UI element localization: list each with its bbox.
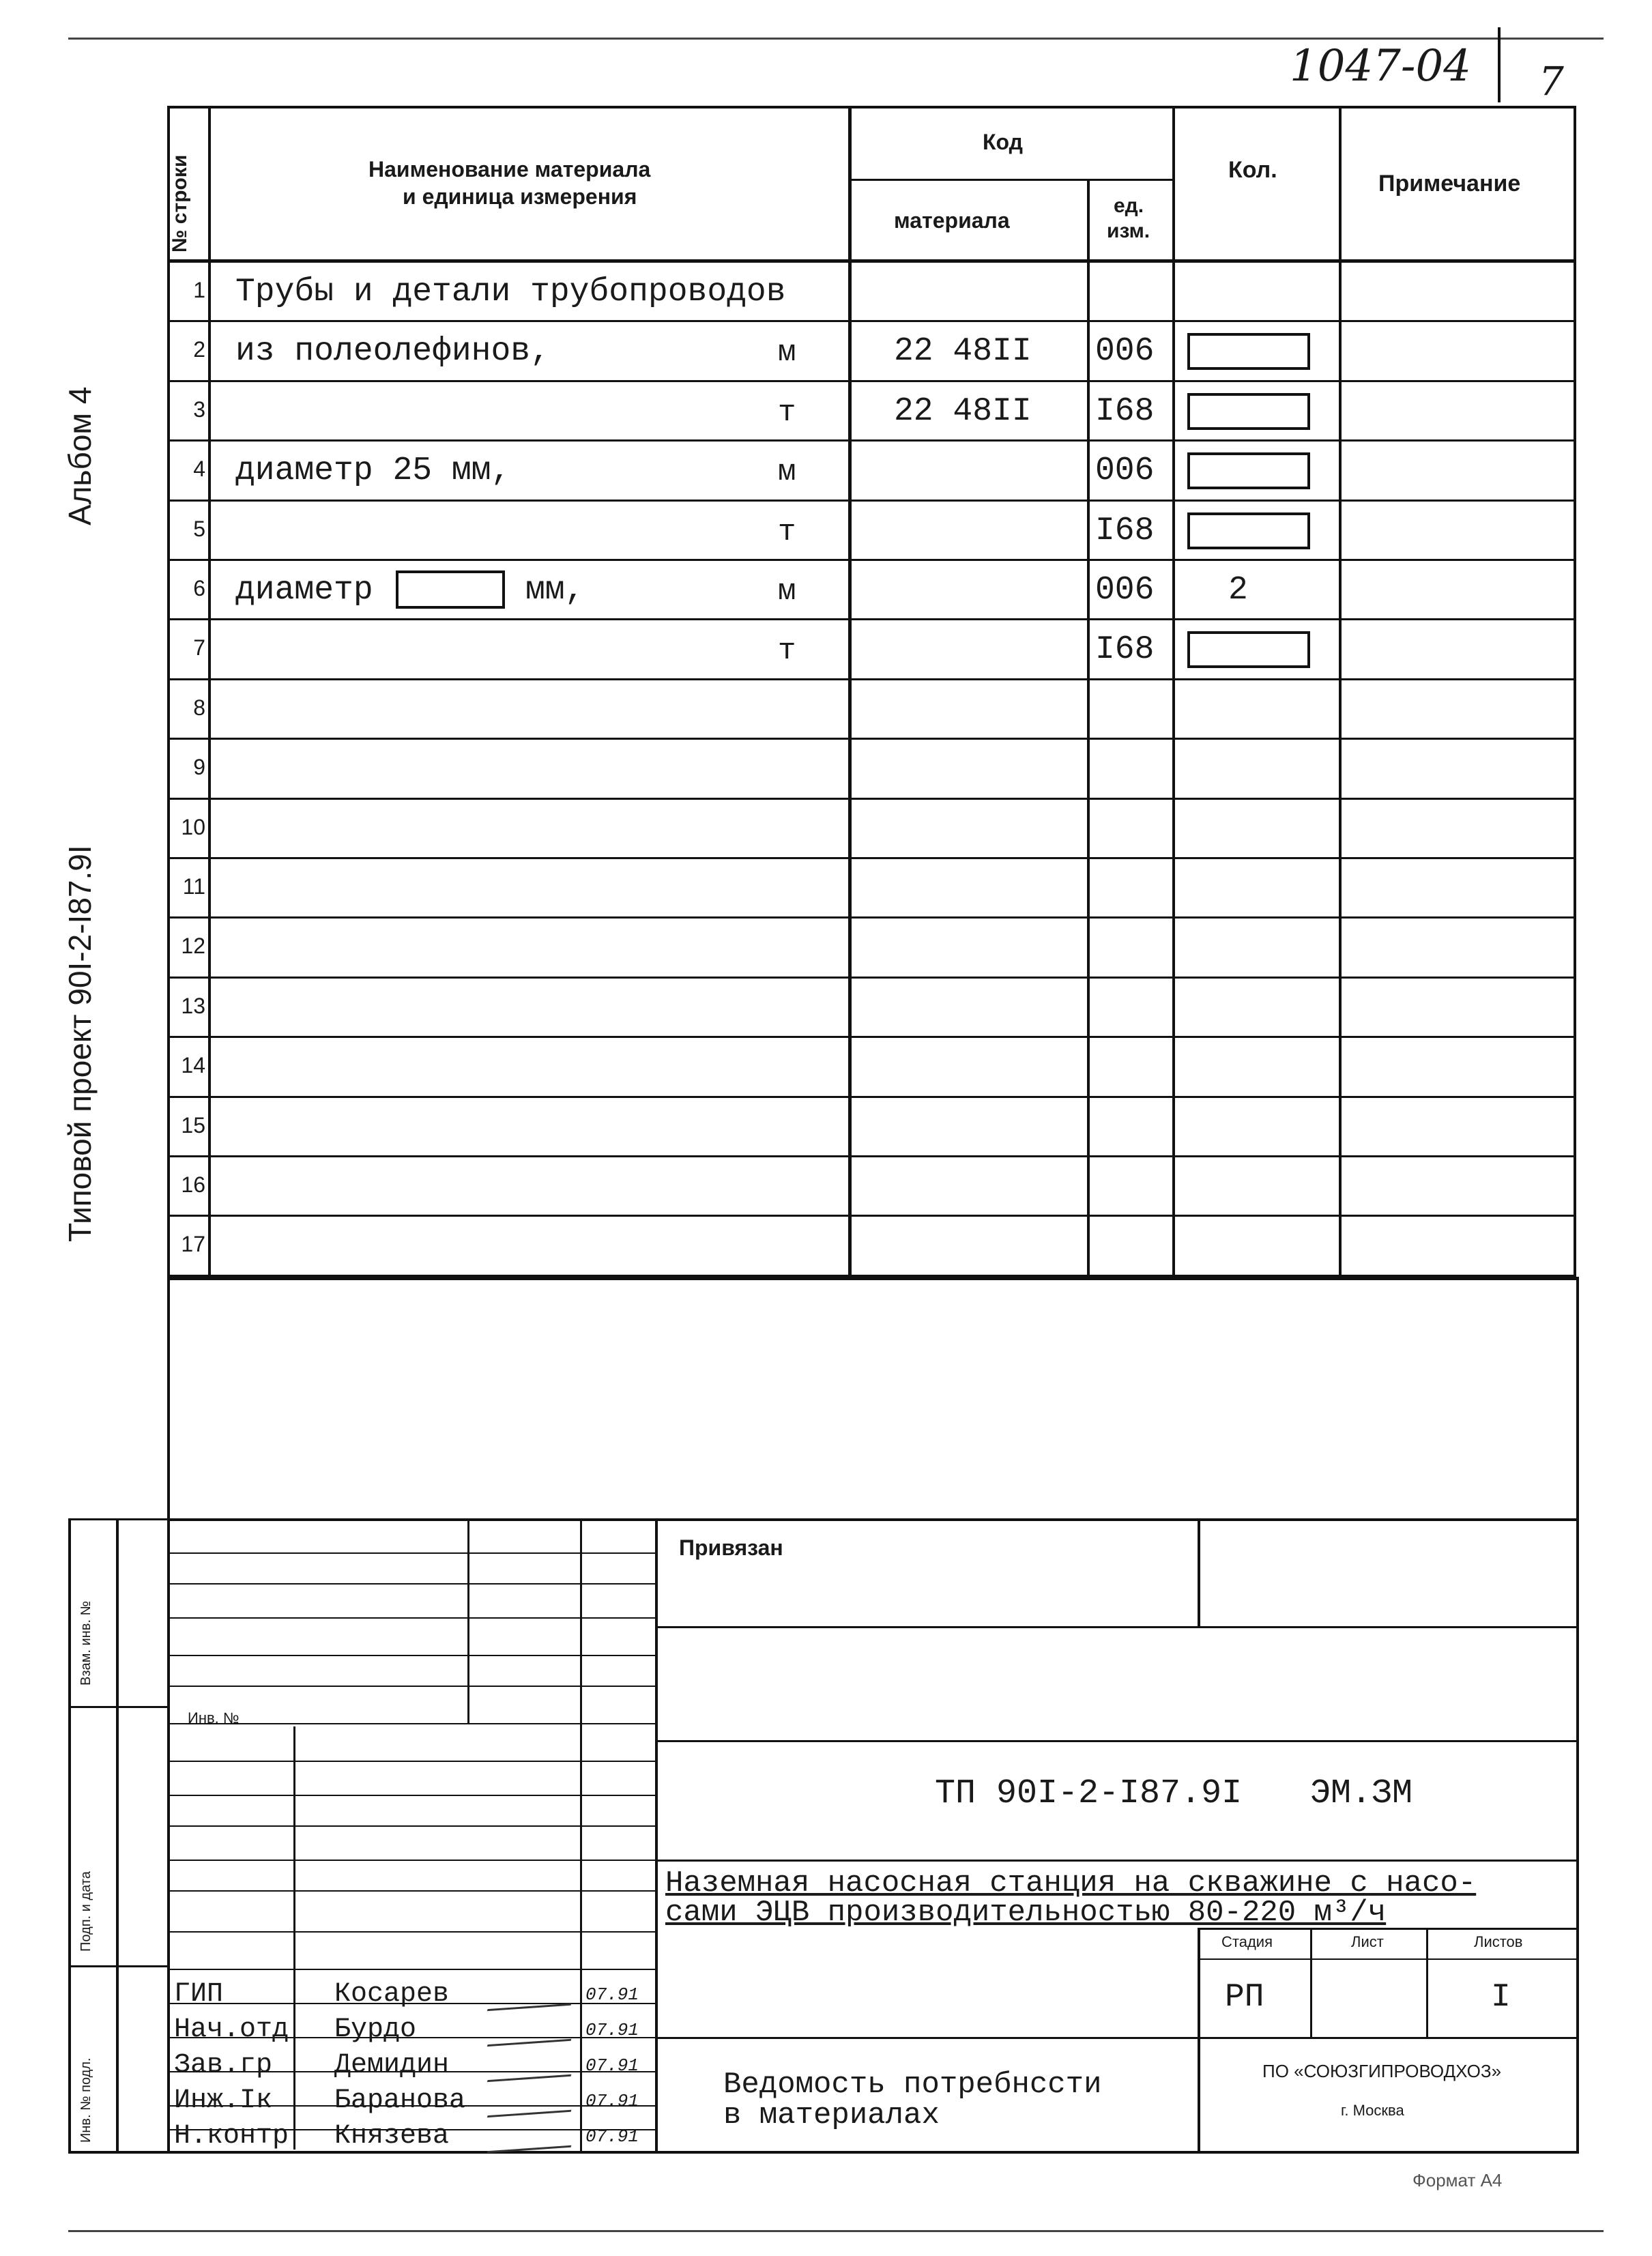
- row-number: 14: [181, 1053, 205, 1078]
- unit-code: 006: [1095, 333, 1155, 371]
- row-number: 2: [193, 337, 205, 362]
- signer-name: Косарев: [334, 1979, 450, 2010]
- document-mark: ЭМ.ЗМ: [1310, 1774, 1413, 1813]
- bottom-rule: [68, 2230, 1604, 2232]
- unit-of-measure: м: [778, 575, 796, 609]
- material-code-header: материала: [894, 208, 1010, 233]
- row-number-header: № строки: [169, 154, 191, 252]
- unit-code: I68: [1095, 392, 1155, 430]
- quantity-header: Кол.: [1228, 157, 1277, 183]
- sheets-value: I: [1491, 1979, 1511, 2016]
- album-label: Альбом 4: [62, 386, 98, 525]
- unit-code-header-line1: ед.: [1114, 194, 1144, 217]
- signer-role: Инж.Iк: [174, 2085, 273, 2116]
- signer-name: Князева: [334, 2121, 450, 2152]
- unit-of-measure: т: [778, 634, 796, 669]
- row-number: 10: [181, 814, 205, 839]
- quantity: 2: [1228, 572, 1248, 609]
- code-header: Код: [983, 130, 1023, 154]
- sheet-name-line1: Ведомость потребнссти: [723, 2068, 1102, 2102]
- signer-role: Зав.гр: [174, 2050, 273, 2081]
- sheets-label: Листов: [1474, 1933, 1523, 1950]
- name-header-line1: Наименование материала: [368, 157, 651, 182]
- unit-of-measure: м: [778, 455, 796, 490]
- row-number: 11: [182, 874, 205, 899]
- document-code: ТП 90I-2-I87.9I: [935, 1774, 1243, 1813]
- quantity-input-box: [1187, 452, 1310, 489]
- organization-city: г. Москва: [1341, 2102, 1404, 2119]
- signer-date: 07.91: [585, 2055, 639, 2076]
- row-number: 13: [181, 993, 205, 1018]
- row-number: 4: [193, 457, 205, 482]
- signer-name: Баранова: [334, 2085, 466, 2116]
- unit-code: I68: [1095, 631, 1155, 669]
- material-code: 22 48II: [894, 333, 1032, 371]
- quantity-input-box: [1187, 631, 1310, 668]
- top-rule: [68, 38, 1604, 40]
- diameter-input-box: [396, 570, 505, 609]
- signer-name: Демидин: [334, 2050, 450, 2081]
- project-label: Типовой проект 90I-2-I87.9I: [62, 845, 98, 1242]
- quantity-input-box: [1187, 333, 1310, 370]
- side-label-original: Инв. № подл.: [78, 2057, 93, 2143]
- signer-date: 07.91: [585, 1984, 639, 2005]
- row-number: 9: [193, 755, 205, 780]
- row-number: 17: [181, 1232, 205, 1257]
- side-label-replace: Взам. инв. №: [78, 1601, 93, 1686]
- quantity-input-box: [1187, 393, 1310, 430]
- material-name: диаметр: [235, 572, 373, 609]
- row-number: 7: [193, 635, 205, 661]
- handwritten-signature: [487, 1983, 577, 2011]
- sheet-label: Лист: [1351, 1933, 1384, 1950]
- material-name-suffix: мм,: [525, 572, 585, 609]
- unit-of-measure: м: [778, 336, 796, 371]
- unit-code: 006: [1095, 452, 1155, 490]
- name-header-line2: и единица измерения: [403, 184, 637, 209]
- row-number: 6: [193, 576, 205, 601]
- organization: ПО «СОЮЗГИПРОВОДХОЗ»: [1262, 2061, 1502, 2081]
- project-title-line1: Наземная насосная станция на скважине с насо-: [665, 1866, 1477, 1900]
- handwritten-signature: [487, 2089, 577, 2117]
- project-title-line2: сами ЭЦВ производительностью 80-220 м³/ч: [665, 1896, 1387, 1930]
- unit-code-header-line2: изм.: [1107, 220, 1150, 242]
- material-name: диаметр 25 мм,: [235, 452, 511, 490]
- row-number: 15: [181, 1112, 205, 1138]
- signer-role: ГИП: [174, 1979, 224, 2010]
- material-code: 22 48II: [894, 392, 1032, 430]
- handwritten-signature: [487, 2054, 577, 2082]
- signer-date: 07.91: [585, 2091, 639, 2111]
- page-number: 7: [1539, 58, 1564, 104]
- unit-code: 006: [1095, 572, 1155, 609]
- side-label-signature: Подп. и дата: [78, 1871, 93, 1952]
- stage-value: РП: [1225, 1979, 1264, 2016]
- signer-role: Н.контр: [174, 2121, 289, 2152]
- document-number: 1047-04: [1290, 41, 1471, 91]
- row-number: 12: [181, 934, 205, 959]
- signer-role: Нач.отд: [174, 2014, 289, 2045]
- row-number: 1: [193, 278, 205, 302]
- row-number: 8: [193, 695, 205, 720]
- material-name: Трубы и детали трубопроводов: [235, 274, 786, 310]
- row-number: 16: [181, 1172, 205, 1197]
- unit-of-measure: т: [778, 395, 796, 430]
- note-header: Примечание: [1378, 171, 1521, 197]
- material-name: из полеолефинов,: [235, 333, 550, 371]
- unit-of-measure: т: [778, 515, 796, 549]
- signer-date: 07.91: [585, 2020, 639, 2040]
- signer-name: Бурдо: [334, 2014, 417, 2045]
- row-number: 5: [193, 516, 205, 541]
- sheet-name-line2: в материалах: [723, 2098, 940, 2132]
- row-number: 3: [193, 396, 205, 422]
- inventory-label: Инв. №: [188, 1709, 240, 1726]
- signer-date: 07.91: [585, 2126, 639, 2147]
- stage-label: Стадия: [1221, 1933, 1273, 1950]
- handwritten-signature: [487, 2019, 577, 2047]
- format-label: Формат А4: [1412, 2170, 1503, 2190]
- bound-label: Привязан: [679, 1535, 783, 1560]
- quantity-input-box: [1187, 512, 1310, 549]
- unit-code: I68: [1095, 512, 1155, 549]
